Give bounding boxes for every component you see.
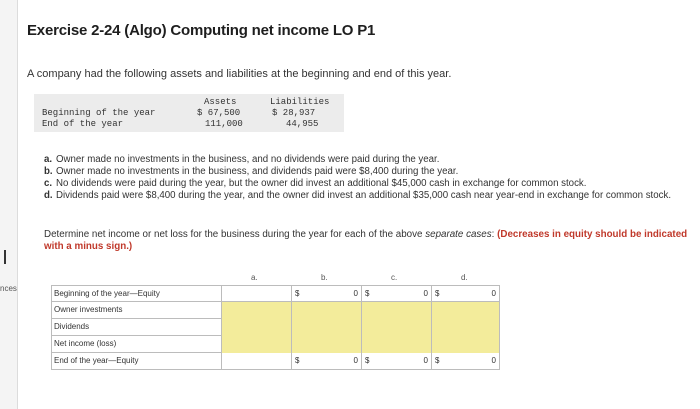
row-label: Dividends: [54, 322, 90, 331]
table-row: [51, 285, 500, 302]
cell-b: $ 0: [291, 353, 361, 370]
table-row: [51, 302, 500, 319]
col-header-d: d.: [461, 273, 468, 282]
case-b: b. Owner made no investments in the business, and dividends paid were $8,400 during the year.: [44, 166, 459, 177]
net-income-input-d[interactable]: [431, 336, 500, 353]
row-label-beginning: Beginning of the year: [42, 108, 156, 118]
col-header-b: b.: [321, 273, 328, 282]
owner-investments-input-a[interactable]: [221, 302, 291, 319]
case-a: a. Owner made no investments in the business, and no dividends were paid during the year.: [44, 154, 440, 165]
instruction-text: Determine net income or net loss for the business during the year for each of the above separate cases: (Decreases in equity should be indicated with a minus sign.): [44, 229, 688, 252]
assets-liabilities-table: [34, 94, 344, 132]
row-label: Beginning of the year—Equity: [54, 289, 160, 298]
liabilities-end: 44,955: [286, 119, 319, 129]
cell-c: $ 0: [361, 286, 431, 303]
owner-investments-input-c[interactable]: [361, 302, 431, 319]
case-d: d. Dividends paid were $8,400 during the year, and the owner did invest an additional $35,000 cash near year-end in exchange for common stock.: [44, 190, 672, 201]
col-header-c: c.: [391, 273, 398, 282]
sidebar-tab-label: nces: [0, 284, 17, 293]
owner-investments-input-b[interactable]: [291, 302, 361, 319]
cell-a: [221, 286, 291, 303]
grid-header: [221, 273, 500, 285]
net-income-input-c[interactable]: [361, 336, 431, 353]
table-row: [51, 319, 500, 336]
exercise-title: Exercise 2-24 (Algo) Computing net income LO P1: [27, 22, 376, 39]
row-label: Owner investments: [54, 305, 123, 314]
cell-a: [221, 353, 291, 370]
net-income-input-a[interactable]: [221, 336, 291, 353]
owner-investments-input-d[interactable]: [431, 302, 500, 319]
exercise-intro: A company had the following assets and liabilities at the beginning and end of this year.: [27, 68, 452, 80]
liabilities-beginning: $ 28,937: [272, 108, 316, 118]
assets-end: 111,000: [205, 119, 243, 129]
assets-beginning: $ 67,500: [197, 108, 241, 118]
dividends-input-a[interactable]: [221, 319, 291, 336]
assets-header: Assets: [204, 97, 237, 107]
row-label: Net income (loss): [54, 339, 117, 348]
dividends-input-d[interactable]: [431, 319, 500, 336]
dividends-input-c[interactable]: [361, 319, 431, 336]
cell-b: $ 0: [291, 286, 361, 303]
case-c: c. No dividends were paid during the year, but the owner did invest an additional $45,000 cash in exchange for common stock.: [44, 178, 587, 189]
table-row: [51, 353, 500, 370]
row-label-end: End of the year: [42, 119, 124, 129]
col-header-a: a.: [251, 273, 258, 282]
cell-d: $ 0: [431, 286, 500, 303]
net-income-input-b[interactable]: [291, 336, 361, 353]
dividends-input-b[interactable]: [291, 319, 361, 336]
table-row: [51, 336, 500, 353]
sidebar-tab[interactable]: [0, 250, 18, 293]
bracket-icon: [4, 250, 10, 264]
cell-d: $ 0: [431, 353, 500, 370]
cell-c: $ 0: [361, 353, 431, 370]
row-label: End of the year—Equity: [54, 356, 139, 365]
liabilities-header: Liabilities: [270, 97, 330, 107]
left-sidebar: [0, 0, 18, 409]
case-list: [44, 154, 694, 202]
